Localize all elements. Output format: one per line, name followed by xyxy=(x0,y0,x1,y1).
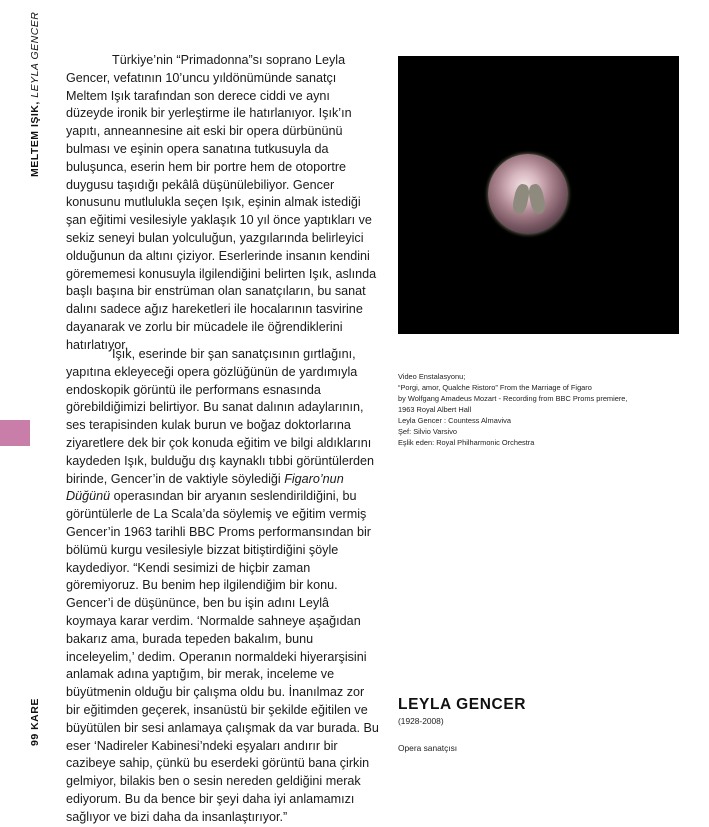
article-paragraph-2 xyxy=(66,346,380,827)
caption-line: Eşlik eden: Royal Philharmonic Orchestra xyxy=(398,438,535,447)
profile-name: LEYLA GENCER xyxy=(398,696,527,713)
spine-author-credit xyxy=(29,12,41,177)
spine-subject-name: LEYLA GENCER xyxy=(29,11,41,98)
spine-author-name: MELTEM IŞIK, xyxy=(29,101,41,177)
endoscope-larynx-image xyxy=(488,154,568,234)
caption-line: Video Enstalasyonu; xyxy=(398,372,466,381)
spine-page-label: 99 KARE xyxy=(29,698,41,746)
caption-line: Şef: Silvio Varsivo xyxy=(398,427,458,436)
video-still-frame xyxy=(398,56,679,334)
paragraph-2-opera-title: Figaro’nun Düğünü xyxy=(66,471,344,504)
paragraph-2-text-b: operasından bir aryanın seslendirildiğini, bu görüntülerle de La Scala’da söylemiş ve eğitim vermiş Gencer’in 1963 tarihli BBC Proms performansından bir bölümü kurgu vesilesiyle bizzat bitiştirdiğini şöyle kaydediyor. “Kendi sesimizi de hiçbir zaman göremiyoruz. Bu benim hep ilgilendiğim bir konu. Gencer’i de düşününce, ben bu işin adını Leylâ koymaya karar verdim. ‘Normalde sahneye aşağıdan bakarız ama, burada tepeden bakalım, bunu inceleyelim,’ dedim. Operanın normaldeki hiyerarşisini anlamak adına yaptığım, bir merak, inceleme ve büyütmenin olduğu bir çalışma oldu bu. İnanılmaz zor bir eğitimden geçerek, insanüstü bir şekilde eğitilen ve büyütülen bir sesi anlamaya çalışmak da var burada. Bu eser ‘Nadireler Kabinesi’ndeki eşyaları andırır bir cazibeye sahip, çünkü bu eserdeki görüntü bana çirkin gelmiyor, bilakis ben o sesin nereden geldiğini merak ediyorum. Bu da bence bir şeyi daha iyi anlamamızı sağlıyor ve bizi daha da insanlaştırıyor.” xyxy=(66,489,379,824)
caption-line: Leyla Gencer : Countess Almaviva xyxy=(398,416,511,425)
article-paragraph-1 xyxy=(66,52,380,355)
profile-years: (1928-2008) xyxy=(398,716,444,726)
paragraph-1-text: Türkiye’nin “Primadonna”sı soprano Leyla Gencer, vefatının 10’uncu yıldönümünde sanatçı Meltem Işık tarafından son derece ciddi ve aynı düzeyde ironik bir yerleştirme ile hatırlanıyor. Işık’ın yapıtı, anneannesine ait eski bir opera dürbününü bulması ve eşinin opera sanatına tutkusuyla da buluşunca, eserin hem bir portre hem de otoportre duygusu taşıdığı pekâlâ düşünülebiliyor. Gencer konusunu mutlulukla seçen Işık, eşinin almak istediği şan eğitimi vesilesiyle yaklaşık 10 yıl önce yaptıkları ve sekiz seneyi bulan yolculuğun, yazgılarında belirleyici olduğunun da altını çiziyor. Eserlerinde insanın kendini görememesi konusuyla ilgilendiğini belirten Işık, aslında başlı başına bir enstrüman olan sanatçıların, bu sanat dalını sadece ağız hareketleri ile hocalarının tasvirine dayanarak ve zorlu bir mücadele ile öğrendiklerini hatırlatıyor. xyxy=(66,53,377,352)
paragraph-2-text-a: Işık, eserinde bir şan sanatçısının gırtlağını, yapıtına ekleyeceği opera gözlüğünün de yardımıyla endoskopik görüntü ile performans esnasında görebildiğimizi belirtiyor. Bu sanat dalının adaylarının, ses terapisinden kulak burun ve boğaz doktorlarına ziyaretlere dek bir çok konuda eğitim ve bilgi aldıklarını kaydeden Işık, bulduğu dış kaynaklı tıbbi görüntülerden birinde, Gencer’in de vaktiyle söylediği xyxy=(66,347,375,486)
caption-line: by Wolfgang Amadeus Mozart - Recording from BBC Proms premiere, xyxy=(398,394,628,403)
section-color-tab xyxy=(0,420,30,446)
vocal-fold-right xyxy=(527,183,547,215)
video-caption xyxy=(398,371,698,448)
caption-line: “Porgi, amor, Qualche Ristoro” From the Marriage of Figaro xyxy=(398,383,592,392)
vocal-fold-left xyxy=(511,183,531,215)
caption-line: 1963 Royal Albert Hall xyxy=(398,405,472,414)
profile-role: Opera sanatçısı xyxy=(398,743,458,753)
